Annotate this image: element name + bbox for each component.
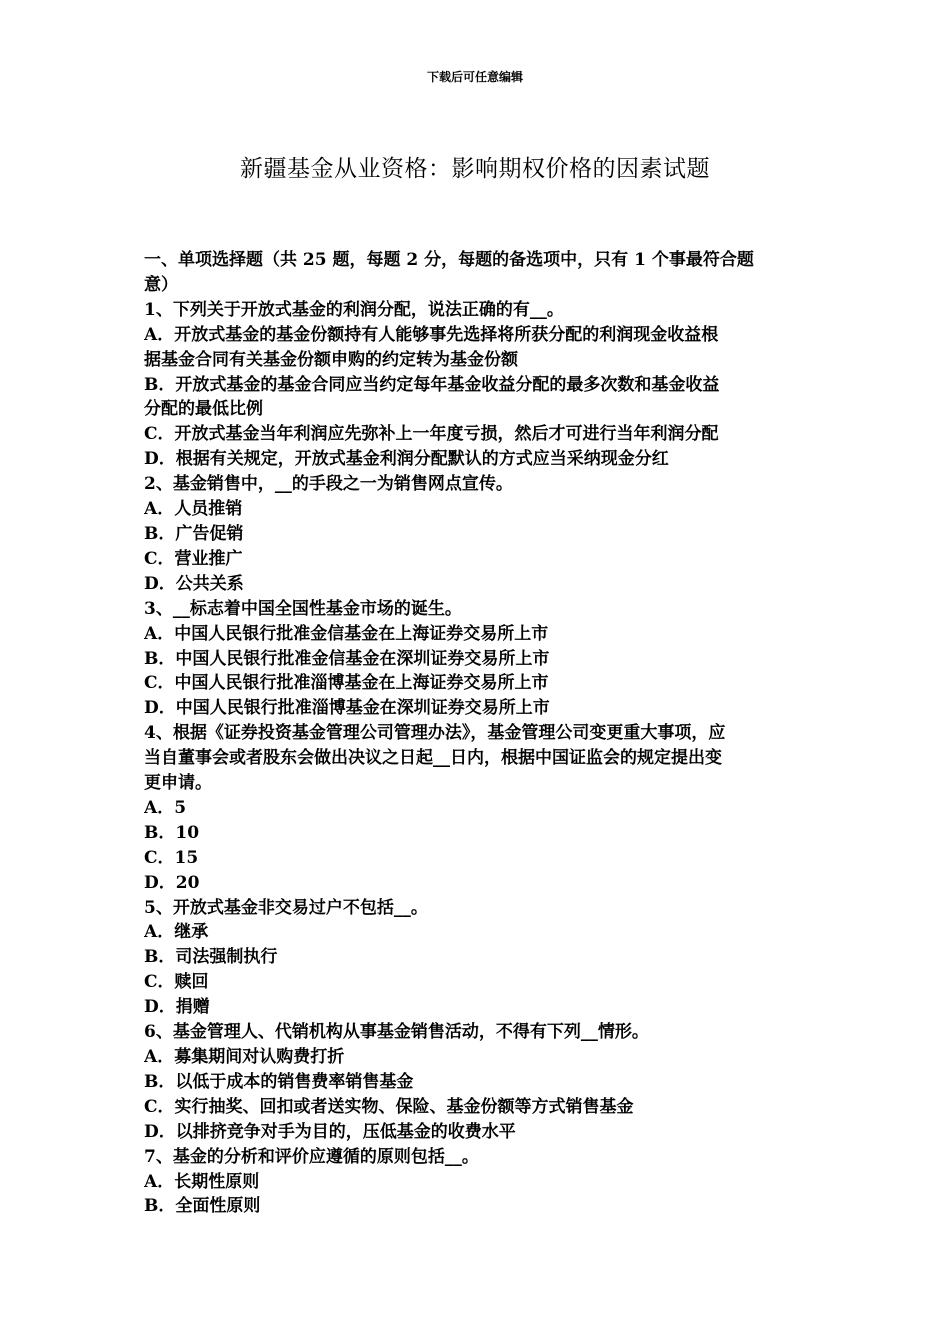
text-line: A．5 bbox=[144, 797, 187, 818]
text-line: C．赎回 bbox=[144, 972, 209, 993]
text-line: 更申请。 bbox=[144, 773, 212, 794]
text-line: D．中国人民银行批准淄博基金在深圳证券交易所上市 bbox=[144, 698, 550, 719]
text-line: 3、__标志着中国全国性基金市场的诞生。 bbox=[144, 598, 462, 619]
text-line: A．继承 bbox=[144, 922, 209, 943]
text-line: D．以排挤竞争对手为目的，压低基金的收费水平 bbox=[144, 1121, 516, 1142]
text-line: C．中国人民银行批准淄博基金在上海证券交易所上市 bbox=[144, 673, 549, 694]
text-line: A．开放式基金的基金份额持有人能够事先选择将所获分配的利润现金收益根 bbox=[144, 324, 719, 345]
text-line: D．20 bbox=[144, 872, 200, 893]
text-line: B．全面性原则 bbox=[144, 1196, 261, 1217]
text-line: D．捐赠 bbox=[144, 997, 210, 1018]
document-title: 新疆基金从业资格：影响期权价格的因素试题 bbox=[240, 156, 710, 182]
document-body bbox=[144, 248, 810, 1219]
text-line: A．长期性原则 bbox=[144, 1171, 260, 1192]
text-line: A．募集期间对认购费打折 bbox=[144, 1047, 345, 1067]
text-line: 4、根据《证券投资基金管理公司管理办法》，基金管理公司变更重大事项，应 bbox=[144, 723, 726, 744]
text-line: C．实行抽奖、回扣或者送实物、保险、基金份额等方式销售基金 bbox=[144, 1096, 634, 1117]
text-line: B．以低于成本的销售费率销售基金 bbox=[144, 1071, 414, 1092]
text-line: 当自董事会或者股东会做出决议之日起__日内，根据中国证监会的规定提出变 bbox=[144, 748, 722, 769]
text-line: 5、开放式基金非交易过户不包括__。 bbox=[144, 897, 428, 918]
text-line: D．根据有关规定，开放式基金利润分配默认的方式应当采纳现金分红 bbox=[144, 449, 669, 470]
text-line: B．司法强制执行 bbox=[144, 947, 278, 968]
text-line: B．开放式基金的基金合同应当约定每年基金收益分配的最多次数和基金收益 bbox=[144, 374, 720, 395]
page-header: 下载后可任意编辑 bbox=[426, 70, 523, 84]
text-line: C．营业推广 bbox=[144, 548, 243, 569]
text-line: B．10 bbox=[144, 822, 200, 843]
text-line: B．中国人民银行批准金信基金在深圳证券交易所上市 bbox=[144, 648, 550, 669]
text-line: A．人员推销 bbox=[144, 499, 243, 520]
text-line: 一、单项选择题（共 25 题，每题 2 分，每题的备选项中，只有 1 个事最符合题 bbox=[144, 250, 754, 270]
text-line: 2、基金销售中，__的手段之一为销售网点宣传。 bbox=[144, 474, 513, 495]
text-line: 7、基金的分析和评价应遵循的原则包括__。 bbox=[144, 1146, 479, 1167]
text-line: D．公共关系 bbox=[144, 573, 244, 594]
text-line: B．广告促销 bbox=[144, 523, 244, 544]
text-line: A．中国人民银行批准金信基金在上海证券交易所上市 bbox=[144, 623, 549, 644]
text-line: C．15 bbox=[144, 847, 199, 868]
text-line: 分配的最低比例 bbox=[144, 399, 263, 420]
text-line: 1、下列关于开放式基金的利润分配，说法正确的有__。 bbox=[144, 299, 564, 320]
text-line: C．开放式基金当年利润应先弥补上一年度亏损，然后才可进行当年利润分配 bbox=[144, 424, 719, 445]
text-line: 6、基金管理人、代销机构从事基金销售活动，不得有下列__情形。 bbox=[144, 1022, 649, 1043]
text-line: 意） bbox=[144, 274, 178, 295]
text-line: 据基金合同有关基金份额申购的约定转为基金份额 bbox=[144, 349, 518, 370]
